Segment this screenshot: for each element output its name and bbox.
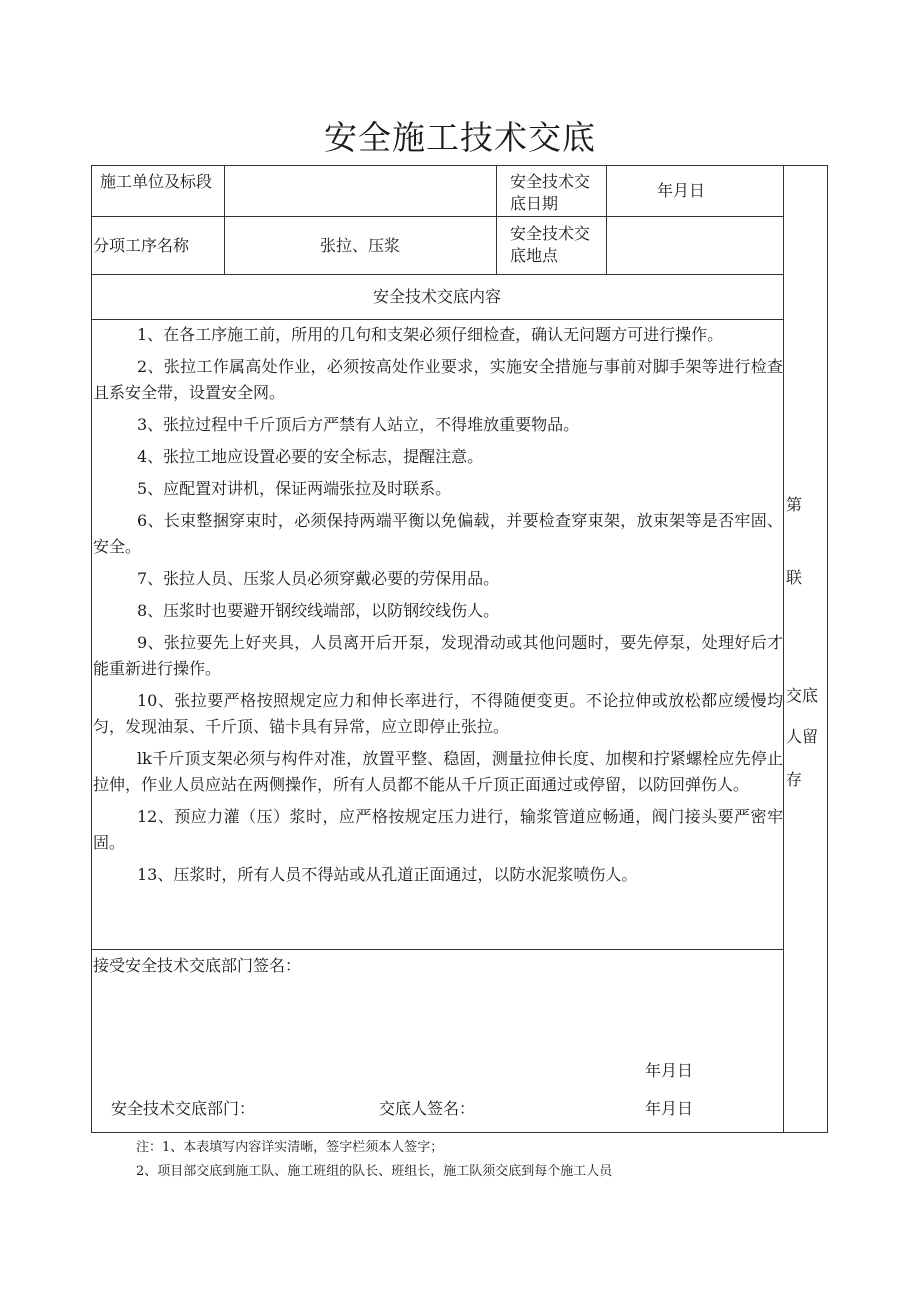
list-item: lk千斤顶支架必须与构件对准，放置平整、稳固，测量拉伸长度、加楔和拧紧螺栓应先停止拉伸，作业人员应站在两侧操作，所有人员都不能从千斤顶正面通过或停留，以防回弹伤人。 [93, 749, 783, 794]
list-item: 4、张拉工地应设置必要的安全标志，提醒注意。 [137, 447, 484, 466]
note-line: 注：1、本表填写内容详实清晰，签字栏须本人签字； [136, 1140, 444, 1155]
process-label: 分项工序名称 [93, 236, 190, 255]
grid-line [606, 165, 607, 274]
dept-sign-label: 安全技术交底部门： [111, 1099, 256, 1118]
receiver-sign-label: 接受安全技术交底部门签名： [93, 956, 302, 975]
date-value[interactable]: 年月日 [656, 181, 705, 200]
list-item: 2、张拉工作属高处作业，必须按高处作业要求，实施安全措施与事前对脚手架等进行检查且系安全带，设置安全网。 [93, 357, 783, 402]
list-item: 10、张拉要严格按照规定应力和伸长率进行，不得随便变更。不论拉伸或放松都应缓慢均匀，发现油泵、千斤顶、锚卡具有异常，应立即停止张拉。 [93, 691, 783, 736]
date-label: 安全技术交底日期 [510, 172, 591, 213]
note-line: 2、项目部交底到施工队、施工班组的队长、班组长，施工队须交底到每个施工人员 [136, 1164, 613, 1179]
unit-value-field[interactable] [226, 167, 494, 215]
grid-line [91, 949, 783, 950]
list-item: 7、张拉人员、压浆人员必须穿戴必要的劳保用品。 [137, 569, 500, 588]
side-text-lian: 联 [786, 568, 803, 587]
content-heading: 安全技术交底内容 [372, 287, 501, 306]
person-sign-label: 交底人签名： [379, 1099, 476, 1118]
place-value[interactable] [608, 218, 782, 272]
sign-date-1[interactable]: 年月日 [645, 1061, 694, 1080]
grid-line [91, 319, 783, 320]
receiver-sign-field[interactable] [93, 980, 781, 1050]
grid-line [783, 165, 784, 1133]
list-item: 8、压浆时也要避开钢绞线端部，以防钢绞线伤人。 [137, 601, 500, 620]
list-item: 13、压浆时，所有人员不得站或从孔道正面通过，以防水泥浆喷伤人。 [137, 865, 638, 884]
grid-line [91, 274, 783, 275]
sign-date-2[interactable]: 年月日 [645, 1099, 694, 1118]
list-item: 9、张拉要先上好夹具，人员离开后开泵，发现滑动或其他问题时，要先停泵，处理好后才能重新进行操作。 [93, 633, 783, 678]
side-text-di: 第 [786, 495, 803, 514]
grid-line [496, 165, 497, 274]
disclosure-content [93, 322, 783, 894]
list-item: 1、在各工序施工前，所用的几句和支架必须仔细检查，确认无问题方可进行操作。 [137, 325, 724, 344]
side-text-cun: 存 [786, 770, 803, 789]
page-title: 安全施工技术交底 [324, 118, 596, 157]
process-value[interactable]: 张拉、压浆 [319, 236, 400, 255]
grid-line [91, 216, 783, 217]
list-item: 5、应配置对讲机，保证两端张拉及时联系。 [137, 479, 452, 498]
list-item: 6、长束整捆穿束时，必须保持两端平衡以免偏载，并要检查穿束架，放束架等是否牢固、安全。 [93, 511, 783, 556]
list-item: 12、预应力灌（压）浆时，应严格按规定压力进行，输浆管道应畅通，阀门接头要严密牢固。 [93, 807, 783, 852]
place-label: 安全技术交底地点 [510, 224, 591, 265]
list-item: 3、张拉过程中千斤顶后方严禁有人站立，不得堆放重要物品。 [137, 415, 580, 434]
grid-line [224, 165, 225, 274]
side-text-renliu: 人留 [786, 727, 819, 746]
side-text-jiaodi: 交底 [786, 686, 819, 705]
unit-label: 施工单位及标段 [100, 172, 213, 191]
